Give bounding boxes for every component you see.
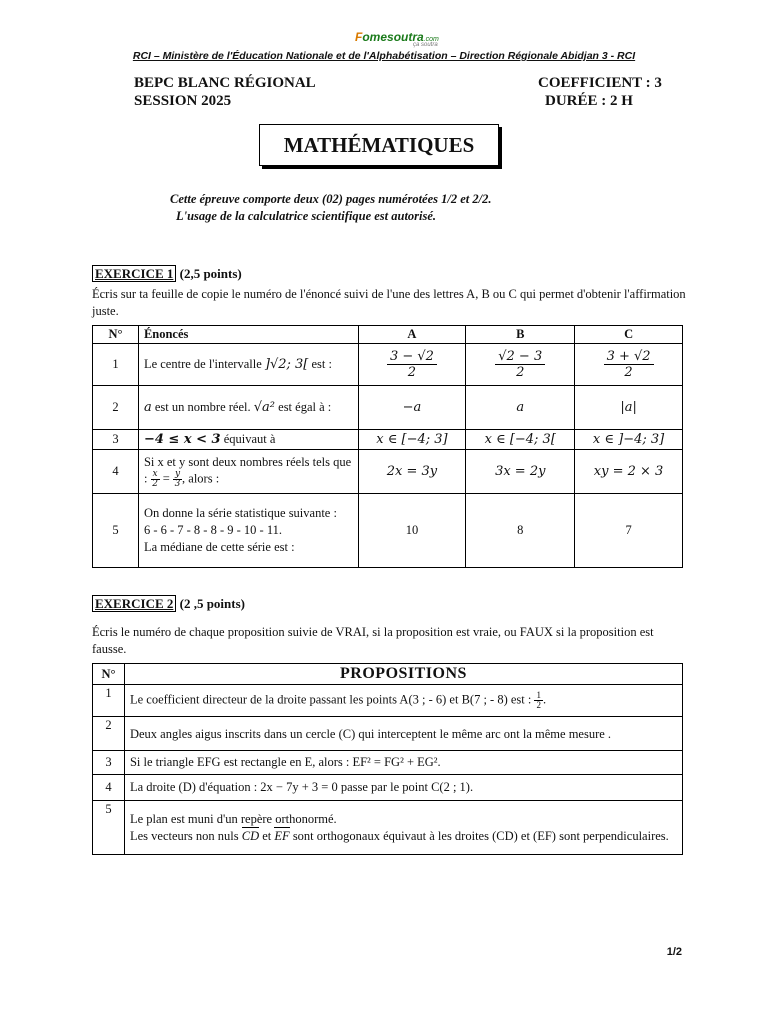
table-row: 4 La droite (D) d'équation : 2x − 7y + 3 = 0 passe par le point C(2 ; 1). — [93, 775, 683, 801]
proposition-3: Si le triangle EFG est rectangle en E, alors : EF² = FG² + EG². — [124, 751, 682, 775]
option-4c: xy = 2 × 3 — [575, 450, 683, 494]
option-2b: a — [466, 386, 575, 430]
table-row: 4 Si x et y sont deux nombres réels tels que : $\frac{x}{2}$ = $\frac{y}{3}$ , alors : 2x = 3y 3x = 2y xy = 2 × 3 — [93, 450, 683, 494]
exercise-1-instruction: Écris sur ta feuille de copie le numéro de l'énoncé suivi de l'une des lettres A, B ou C qui permet d'obtenir l'affirmation juste. — [92, 287, 686, 318]
coefficient: COEFFICIENT : 3 — [538, 75, 662, 91]
option-1a: $\frac{3 - √2}{2}$ — [358, 344, 466, 386]
intro-line-1: Cette épreuve comporte deux (02) pages numérotées 1/2 et 2/2. — [170, 192, 492, 206]
header-b: B — [466, 326, 575, 344]
table-row: 1 Le coefficient directeur de la droite passant les points A(3 ; - 6) et B(7 ; - 8) est : $\frac{1}{2}$ . — [93, 685, 683, 717]
option-5a: 10 — [358, 494, 466, 568]
option-3b: x ∈ [−4; 3[ — [466, 430, 575, 450]
statement-3: −4 ≤ x < 3 équivaut à — [138, 430, 358, 450]
site-logo: Fomesoutra.com ça soutra — [355, 30, 439, 48]
option-3c: x ∈ ]−4; 3] — [575, 430, 683, 450]
statement-5: On donne la série statistique suivante : 6 - 6 - 7 - 8 - 8 - 9 - 10 - 11. La médiane de cette série est : — [138, 494, 358, 568]
option-4b: 3x = 2y — [466, 450, 575, 494]
exercise-2-instruction: Écris le numéro de chaque proposition suivie de VRAI, si la proposition est vraie, ou FAUX si la proposition est fausse. — [92, 625, 654, 656]
proposition-2: Deux angles aigus inscrits dans un cercle (C) qui interceptent le même arc ont la même mesure . — [124, 717, 682, 751]
logo-tagline: ça soutra — [413, 42, 438, 48]
table-row: 2 Deux angles aigus inscrits dans un cercle (C) qui interceptent le même arc ont la même mesure . — [93, 717, 683, 751]
exercise-1-title: EXERCICE 1 (2,5 points) — [92, 266, 242, 282]
option-1c: $\frac{3 + √2}{2}$ — [575, 344, 683, 386]
header-number: N° — [93, 664, 125, 685]
proposition-5: Le plan est muni d'un repère orthonormé. Les vecteurs non nuls CD et EF sont orthogonaux équivaut à les droites (CD) et (EF) sont perpendiculaires. — [124, 801, 682, 855]
table-row: 2 a est un nombre réel. √a² est égal à : −a a |a| — [93, 386, 683, 430]
duration: DURÉE : 2 H — [545, 93, 633, 109]
page-number: 1/2 — [666, 946, 682, 958]
exercise-1-table — [92, 325, 683, 568]
option-5b: 8 — [466, 494, 575, 568]
statement-1: Le centre de l'intervalle ]√2; 3[ est : — [138, 344, 358, 386]
header-statements: Énoncés — [138, 326, 358, 344]
vector-ef: EF — [274, 828, 290, 843]
header-c: C — [575, 326, 683, 344]
header-propositions: PROPOSITIONS — [124, 664, 682, 685]
header-number: N° — [93, 326, 139, 344]
subject-title: MATHÉMATIQUES — [259, 124, 499, 166]
proposition-1: Le coefficient directeur de la droite passant les points A(3 ; - 6) et B(7 ; - 8) est : $\frac{1}{2}$ . — [124, 685, 682, 717]
exam-name: BEPC BLANC RÉGIONAL — [134, 75, 316, 91]
table-row: 5 On donne la série statistique suivante : 6 - 6 - 7 - 8 - 8 - 9 - 10 - 11. La médiane de cette série est : 10 8 7 — [93, 494, 683, 568]
option-2c: |a| — [575, 386, 683, 430]
table-row: 5 Le plan est muni d'un repère orthonormé. Les vecteurs non nuls CD et EF sont orthogonaux équivaut à les droites (CD) et (EF) sont perpendiculaires. — [93, 801, 683, 855]
statement-2: a est un nombre réel. √a² est égal à : — [138, 386, 358, 430]
option-5c: 7 — [575, 494, 683, 568]
statement-4: Si x et y sont deux nombres réels tels que : $\frac{x}{2}$ = $\frac{y}{3}$ , alors : — [138, 450, 358, 494]
option-3a: x ∈ [−4; 3] — [358, 430, 466, 450]
table-row: 3 −4 ≤ x < 3 équivaut à x ∈ [−4; 3] x ∈ [−4; 3[ x ∈ ]−4; 3] — [93, 430, 683, 450]
table-row: 1 Le centre de l'intervalle ]√2; 3[ est : $\frac{3 - √2}{2}$ $\frac{√2 - 3}{2}$ $\frac{3 + √2}{2}$ — [93, 344, 683, 386]
session: SESSION 2025 — [134, 93, 232, 109]
proposition-4: La droite (D) d'équation : 2x − 7y + 3 = 0 passe par le point C(2 ; 1). — [124, 775, 682, 801]
vector-cd: CD — [241, 828, 260, 843]
table-row: 3 Si le triangle EFG est rectangle en E, alors : EF² = FG² + EG². — [93, 751, 683, 775]
ministry-line: RCI – Ministère de l'Éducation Nationale et de l'Alphabétisation – Direction Régionale Abidjan 3 - RCI — [132, 50, 636, 62]
exercise-2-title: EXERCICE 2 (2 ,5 points) — [92, 596, 245, 612]
intro-line-2: L'usage de la calculatrice scientifique est autorisé. — [176, 209, 437, 223]
exercise-2-table — [92, 663, 683, 855]
header-a: A — [358, 326, 466, 344]
option-4a: 2x = 3y — [358, 450, 466, 494]
option-1b: $\frac{√2 - 3}{2}$ — [466, 344, 575, 386]
option-2a: −a — [358, 386, 466, 430]
